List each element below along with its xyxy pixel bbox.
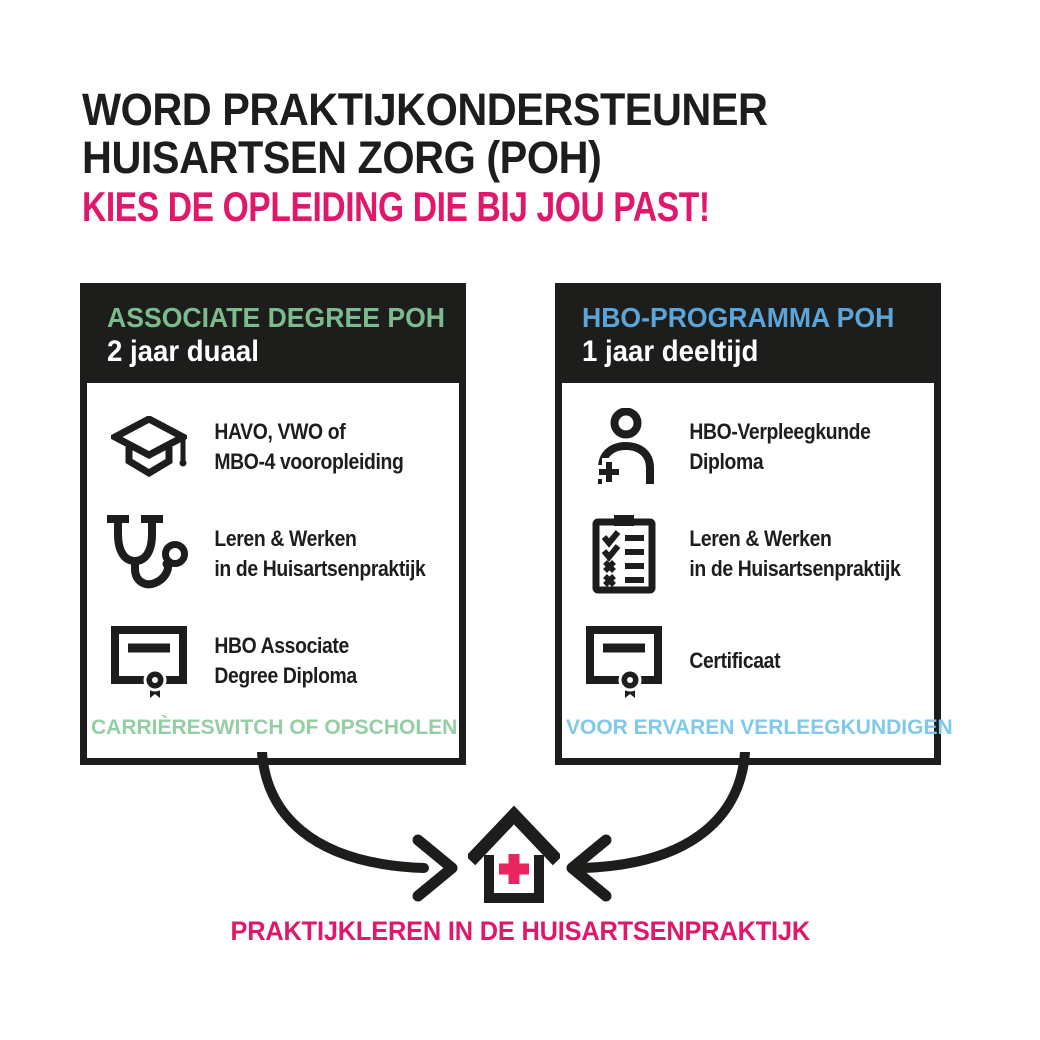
item-text: [670, 417, 871, 477]
item-line: HBO Associate: [214, 632, 349, 658]
item-line: Diploma: [689, 448, 764, 474]
page-title: [82, 86, 867, 230]
card-header: [562, 290, 934, 383]
card-footer-note: CARRIÈRESWITCH OF OPSCHOLEN: [91, 716, 458, 739]
medical-cross: [499, 854, 529, 884]
house-roof: [475, 815, 553, 856]
card-title: HBO-PROGRAMMA POH: [582, 302, 895, 333]
right-arrow: [583, 752, 745, 868]
card-item-verpleegkunde-diploma: [578, 393, 926, 500]
item-text: [195, 417, 403, 477]
item-text: [670, 524, 900, 584]
bottom-caption: PRAKTIJKLEREN IN DE HUISARTSENPRAKTIJK: [230, 916, 810, 946]
card-item-leren-werken: [103, 500, 451, 607]
card-body: [87, 383, 459, 716]
stethoscope-icon: [103, 514, 195, 594]
title-line-2: HUISARTSEN ZORG (POH): [82, 132, 602, 183]
card-title: ASSOCIATE DEGREE POH: [107, 302, 445, 333]
item-line: Degree Diploma: [214, 662, 357, 688]
item-line: HAVO, VWO of: [214, 418, 346, 444]
diploma-icon: [103, 624, 195, 698]
card-body: [562, 383, 934, 716]
item-text: [195, 524, 425, 584]
card-associate-degree-poh: [80, 283, 466, 765]
bottom-caption-row: [0, 916, 1040, 947]
item-line: Certificaat: [689, 647, 781, 673]
card-header: [87, 290, 459, 383]
card-footer-note: VOOR ERVAREN VERLEEGKUNDIGEN: [566, 716, 953, 739]
title-tagline: KIES DE OPLEIDING DIE BIJ JOU PAST!: [82, 183, 710, 230]
card-item-vooropleiding: [103, 393, 451, 500]
title-line-1: WORD PRAKTIJKONDERSTEUNER: [82, 84, 768, 135]
item-line: MBO-4 vooropleiding: [214, 448, 404, 474]
card-item-diploma: [103, 607, 451, 714]
graduation-cap-icon: [103, 416, 195, 478]
item-line: Leren & Werken: [689, 525, 832, 551]
card-duration: 2 jaar duaal: [107, 335, 259, 368]
checklist-icon: [578, 514, 670, 594]
left-arrow: [262, 752, 424, 868]
item-line: in de Huisartsenpraktijk: [214, 555, 426, 581]
card-item-leren-werken: [578, 500, 926, 607]
nurse-icon: [578, 408, 670, 486]
diploma-icon: [578, 624, 670, 698]
item-line: in de Huisartsenpraktijk: [689, 555, 901, 581]
item-line: Leren & Werken: [214, 525, 357, 551]
card-item-certificaat: [578, 607, 926, 714]
item-line: HBO-Verpleegkunde: [689, 418, 871, 444]
card-hbo-programma-poh: [555, 283, 953, 765]
item-text: [670, 646, 780, 676]
card-duration: 1 jaar deeltijd: [582, 335, 759, 368]
item-text: [195, 631, 357, 691]
medical-house-icon: [468, 804, 560, 906]
